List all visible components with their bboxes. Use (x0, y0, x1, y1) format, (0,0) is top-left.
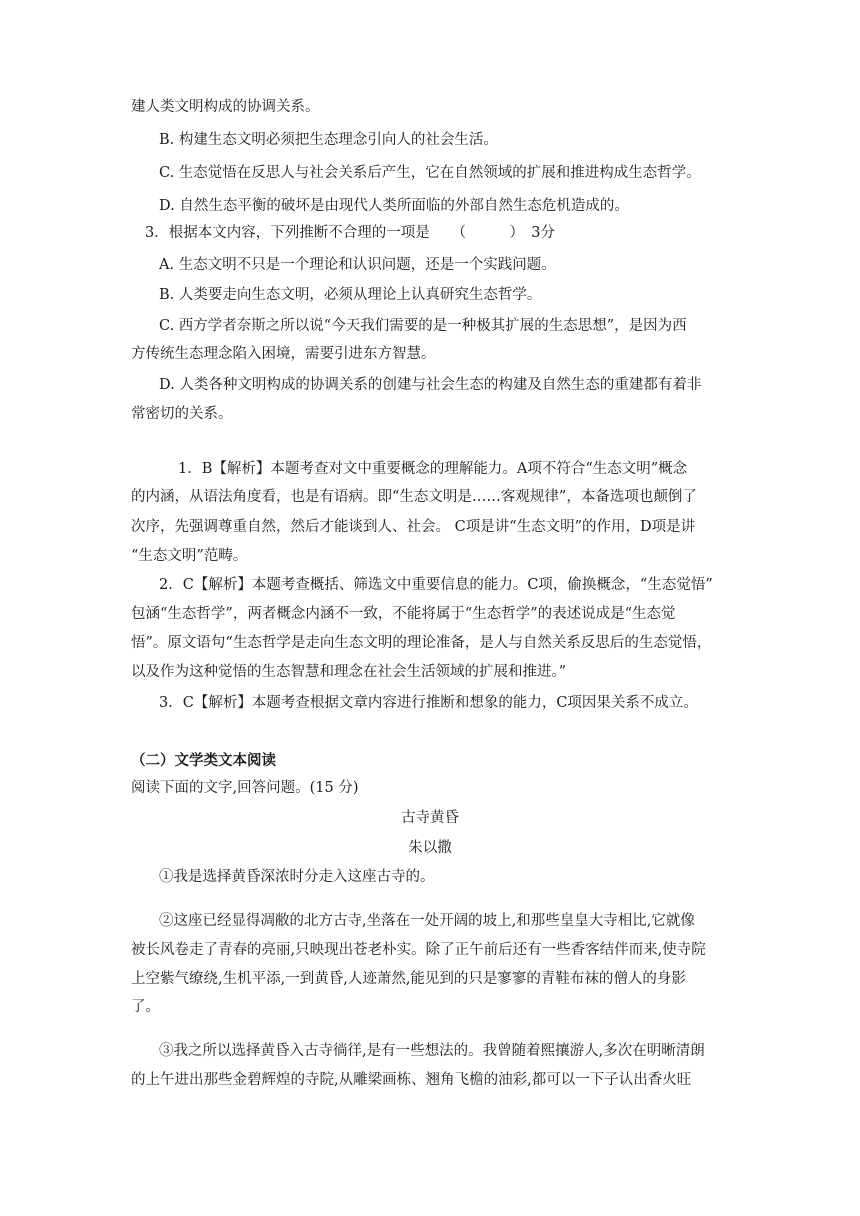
option-b: B. 构建生态文明必须把生态理念引向人的社会生活。 (159, 132, 498, 148)
text-line: 被长风卷走了青春的亮丽,只映现出苍老朴实。除了正午前后还有一些香客结伴而来,使寺院 (131, 942, 706, 958)
answer-1: 1．B【解析】本题考查对文中重要概念的理解能力。A项不符合“生态文明”概念 (178, 461, 688, 477)
paragraph-3: ③我之所以选择黄昏入古寺徜徉,是有一些想法的。我曾随着熙攘游人,多次在明晰清朗 (159, 1043, 705, 1059)
text-line: 以及作为这种觉悟的生态智慧和理念在社会生活领域的扩展和推进。” (131, 664, 567, 680)
paragraph-1: ①我是选择黄昏深浓时分走入这座古寺的。 (159, 869, 435, 885)
text-line: 的内涵，从语法角度看，也是有语病。即“生态文明是……客观规律”，本备选项也颠倒了 (131, 489, 697, 505)
option-a: A. 生态文明不只是一个理论和认识问题，还是一个实践问题。 (159, 257, 556, 273)
article-title: 古寺黄昏 (401, 810, 459, 826)
question-3: 3．根据本文内容，下列推断不合理的一项是 （ ） 3分 (145, 225, 555, 241)
text-line: “生态文明”范畴。 (131, 548, 248, 564)
text-line: 包涵“生态哲学”，两者概念内涵不一致，不能将属于“生态哲学”的表述说成是“生态觉 (131, 606, 676, 622)
text-line: 悟”。原文语句“生态哲学是走向生态文明的理论准备，是人与自然关系反思后的生态觉悟， (131, 635, 712, 651)
article-author: 朱以撒 (408, 840, 452, 856)
text-line: 了。 (131, 999, 160, 1015)
text-line: 的上午进出那些金碧辉煌的寺院,从雕梁画栋、翘角飞檐的油彩,都可以一下子认出香火旺 (131, 1072, 692, 1088)
option-c: C. 生态觉悟在反思人与社会关系后产生，它在自然领域的扩展和推进构成生态哲学。 (159, 165, 701, 181)
text-line: 上空紫气缭绕,生机平添,一到黄昏,人迹萧然,能见到的只是寥寥的青鞋布袜的僧人的身影 (131, 971, 686, 987)
text-line: 常密切的关系。 (131, 406, 233, 422)
option-b: B. 人类要走向生态文明，必须从理论上认真研究生态哲学。 (159, 287, 542, 303)
option-d: D. 自然生态平衡的破坏是由现代人类所面临的外部自然生态危机造成的。 (159, 198, 629, 214)
answer-3: 3．C【解析】本题考查根据文章内容进行推断和想象的能力，C项因果关系不成立。 (159, 695, 698, 711)
answer-2: 2．C【解析】本题考查概括、筛选文中重要信息的能力。C项，偷换概念，“生态觉悟” (159, 577, 713, 593)
option-d: D. 人类各种文明构成的协调关系的创建与社会生态的构建及自然生态的重建都有着非 (159, 377, 702, 393)
instruction-text: 阅读下面的文字,回答问题。(15 分) (131, 780, 359, 796)
text-line: 建人类文明构成的协调关系。 (131, 99, 320, 115)
text-line: 次序，先强调尊重自然，然后才能谈到人、社会。 C项是讲“生态文明”的作用，D项是讲 (131, 519, 696, 535)
option-c: C. 西方学者奈斯之所以说“今天我们需要的是一种极其扩展的生态思想”，是因为西 (159, 318, 687, 334)
text-line: 方传统生态理念陷入困境，需要引进东方智慧。 (131, 346, 436, 362)
section-heading: （二）文学类文本阅读 (131, 753, 276, 769)
paragraph-2: ②这座已经显得凋敝的北方古寺,坐落在一处开阔的坡上,和那些皇皇大寺相比,它就像 (159, 913, 695, 929)
